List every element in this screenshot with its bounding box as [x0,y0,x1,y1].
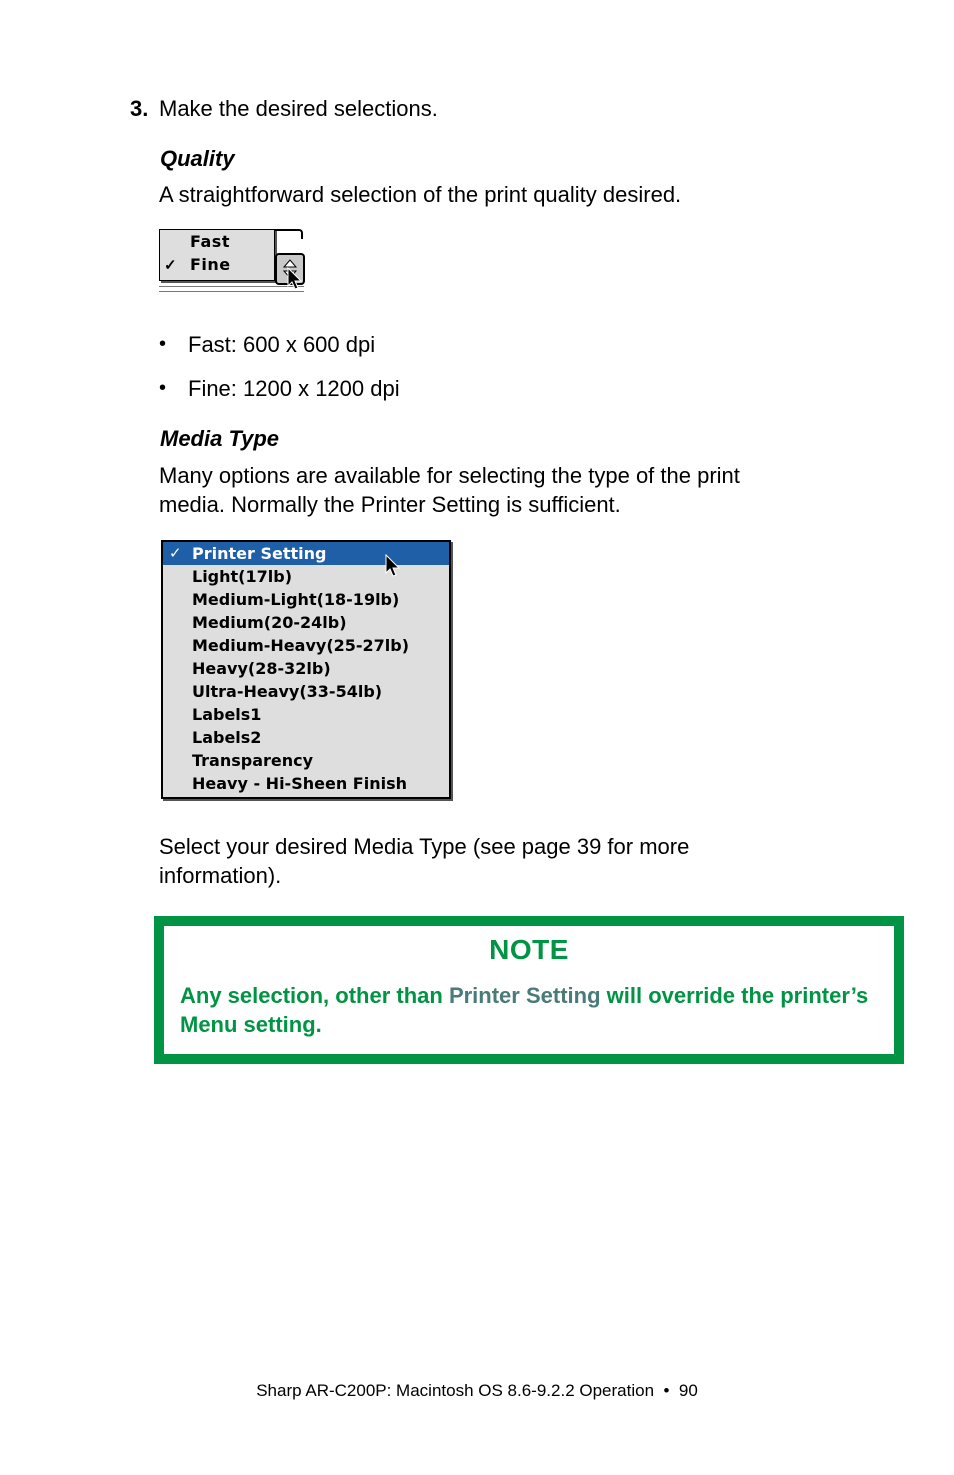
media-option-label: Medium-Light(18-19lb) [192,590,400,609]
media-type-description-line2: media. Normally the Printer Setting is sufficient. [159,492,621,517]
note-text-after: will override the printer’s Menu setting. [180,983,869,1037]
step-number: 3. [130,96,149,121]
media-option-label: Transparency [192,751,314,770]
bullet-icon: • [159,377,167,399]
media-option-ultra-heavy[interactable] [163,680,449,703]
media-option-heavy-hi-sheen[interactable] [163,772,449,795]
note-box [154,916,904,1064]
media-option-medium-light[interactable] [163,588,449,611]
note-text [180,981,880,1039]
media-type-menu[interactable] [161,540,451,799]
media-option-medium[interactable] [163,611,449,634]
note-text-emphasis: Printer Setting [448,983,601,1008]
note-text-before: Any selection, other than [180,983,449,1008]
bullet-icon: • [159,333,167,355]
quality-description: A straightforward selection of the print quality desired. [159,182,682,207]
quality-popup-menu[interactable] [159,229,304,292]
media-option-transparency[interactable] [163,749,449,772]
media-option-label: Ultra-Heavy(33-54lb) [192,682,383,701]
mouse-pointer-icon [287,267,303,291]
media-option-label: Medium-Heavy(25-27lb) [192,636,410,655]
quality-option-fast[interactable]: Fast [190,232,230,251]
media-option-labels1[interactable] [163,703,449,726]
media-option-label: Light(17lb) [192,567,292,586]
popup-baseline [159,286,304,292]
media-option-label: Labels2 [192,728,262,747]
media-option-medium-heavy[interactable] [163,634,449,657]
page-footer: Sharp AR-C200P: Macintosh OS 8.6-9.2.2 Operation • 90 [256,1381,698,1400]
media-option-heavy[interactable] [163,657,449,680]
media-type-followup-line1: Select your desired Media Type (see page 39 for more [159,834,690,859]
media-option-label: Medium(20-24lb) [192,613,347,632]
media-option-label: Printer Setting [192,544,327,563]
check-icon: ✓ [164,257,177,274]
bullet-fine: Fine: 1200 x 1200 dpi [188,376,400,401]
media-type-followup-line2: information). [159,863,282,888]
quality-menu-list[interactable] [159,229,275,281]
media-option-printer-setting[interactable] [163,542,449,565]
bullet-fast: Fast: 600 x 600 dpi [188,332,376,357]
quality-heading: Quality [160,146,235,171]
media-option-light[interactable] [163,565,449,588]
check-icon: ✓ [169,544,182,562]
media-type-heading: Media Type [160,426,279,451]
media-option-label: Heavy - Hi-Sheen Finish [192,774,407,793]
quality-option-fine[interactable]: Fine [190,255,231,274]
media-option-labels2[interactable] [163,726,449,749]
popup-tab [275,229,303,239]
media-option-label: Heavy(28-32lb) [192,659,331,678]
media-type-description-line1: Many options are available for selecting the type of the print [159,463,740,488]
note-title: NOTE [489,934,569,965]
media-option-label: Labels1 [192,705,262,724]
step-instruction: Make the desired selections. [159,96,438,121]
